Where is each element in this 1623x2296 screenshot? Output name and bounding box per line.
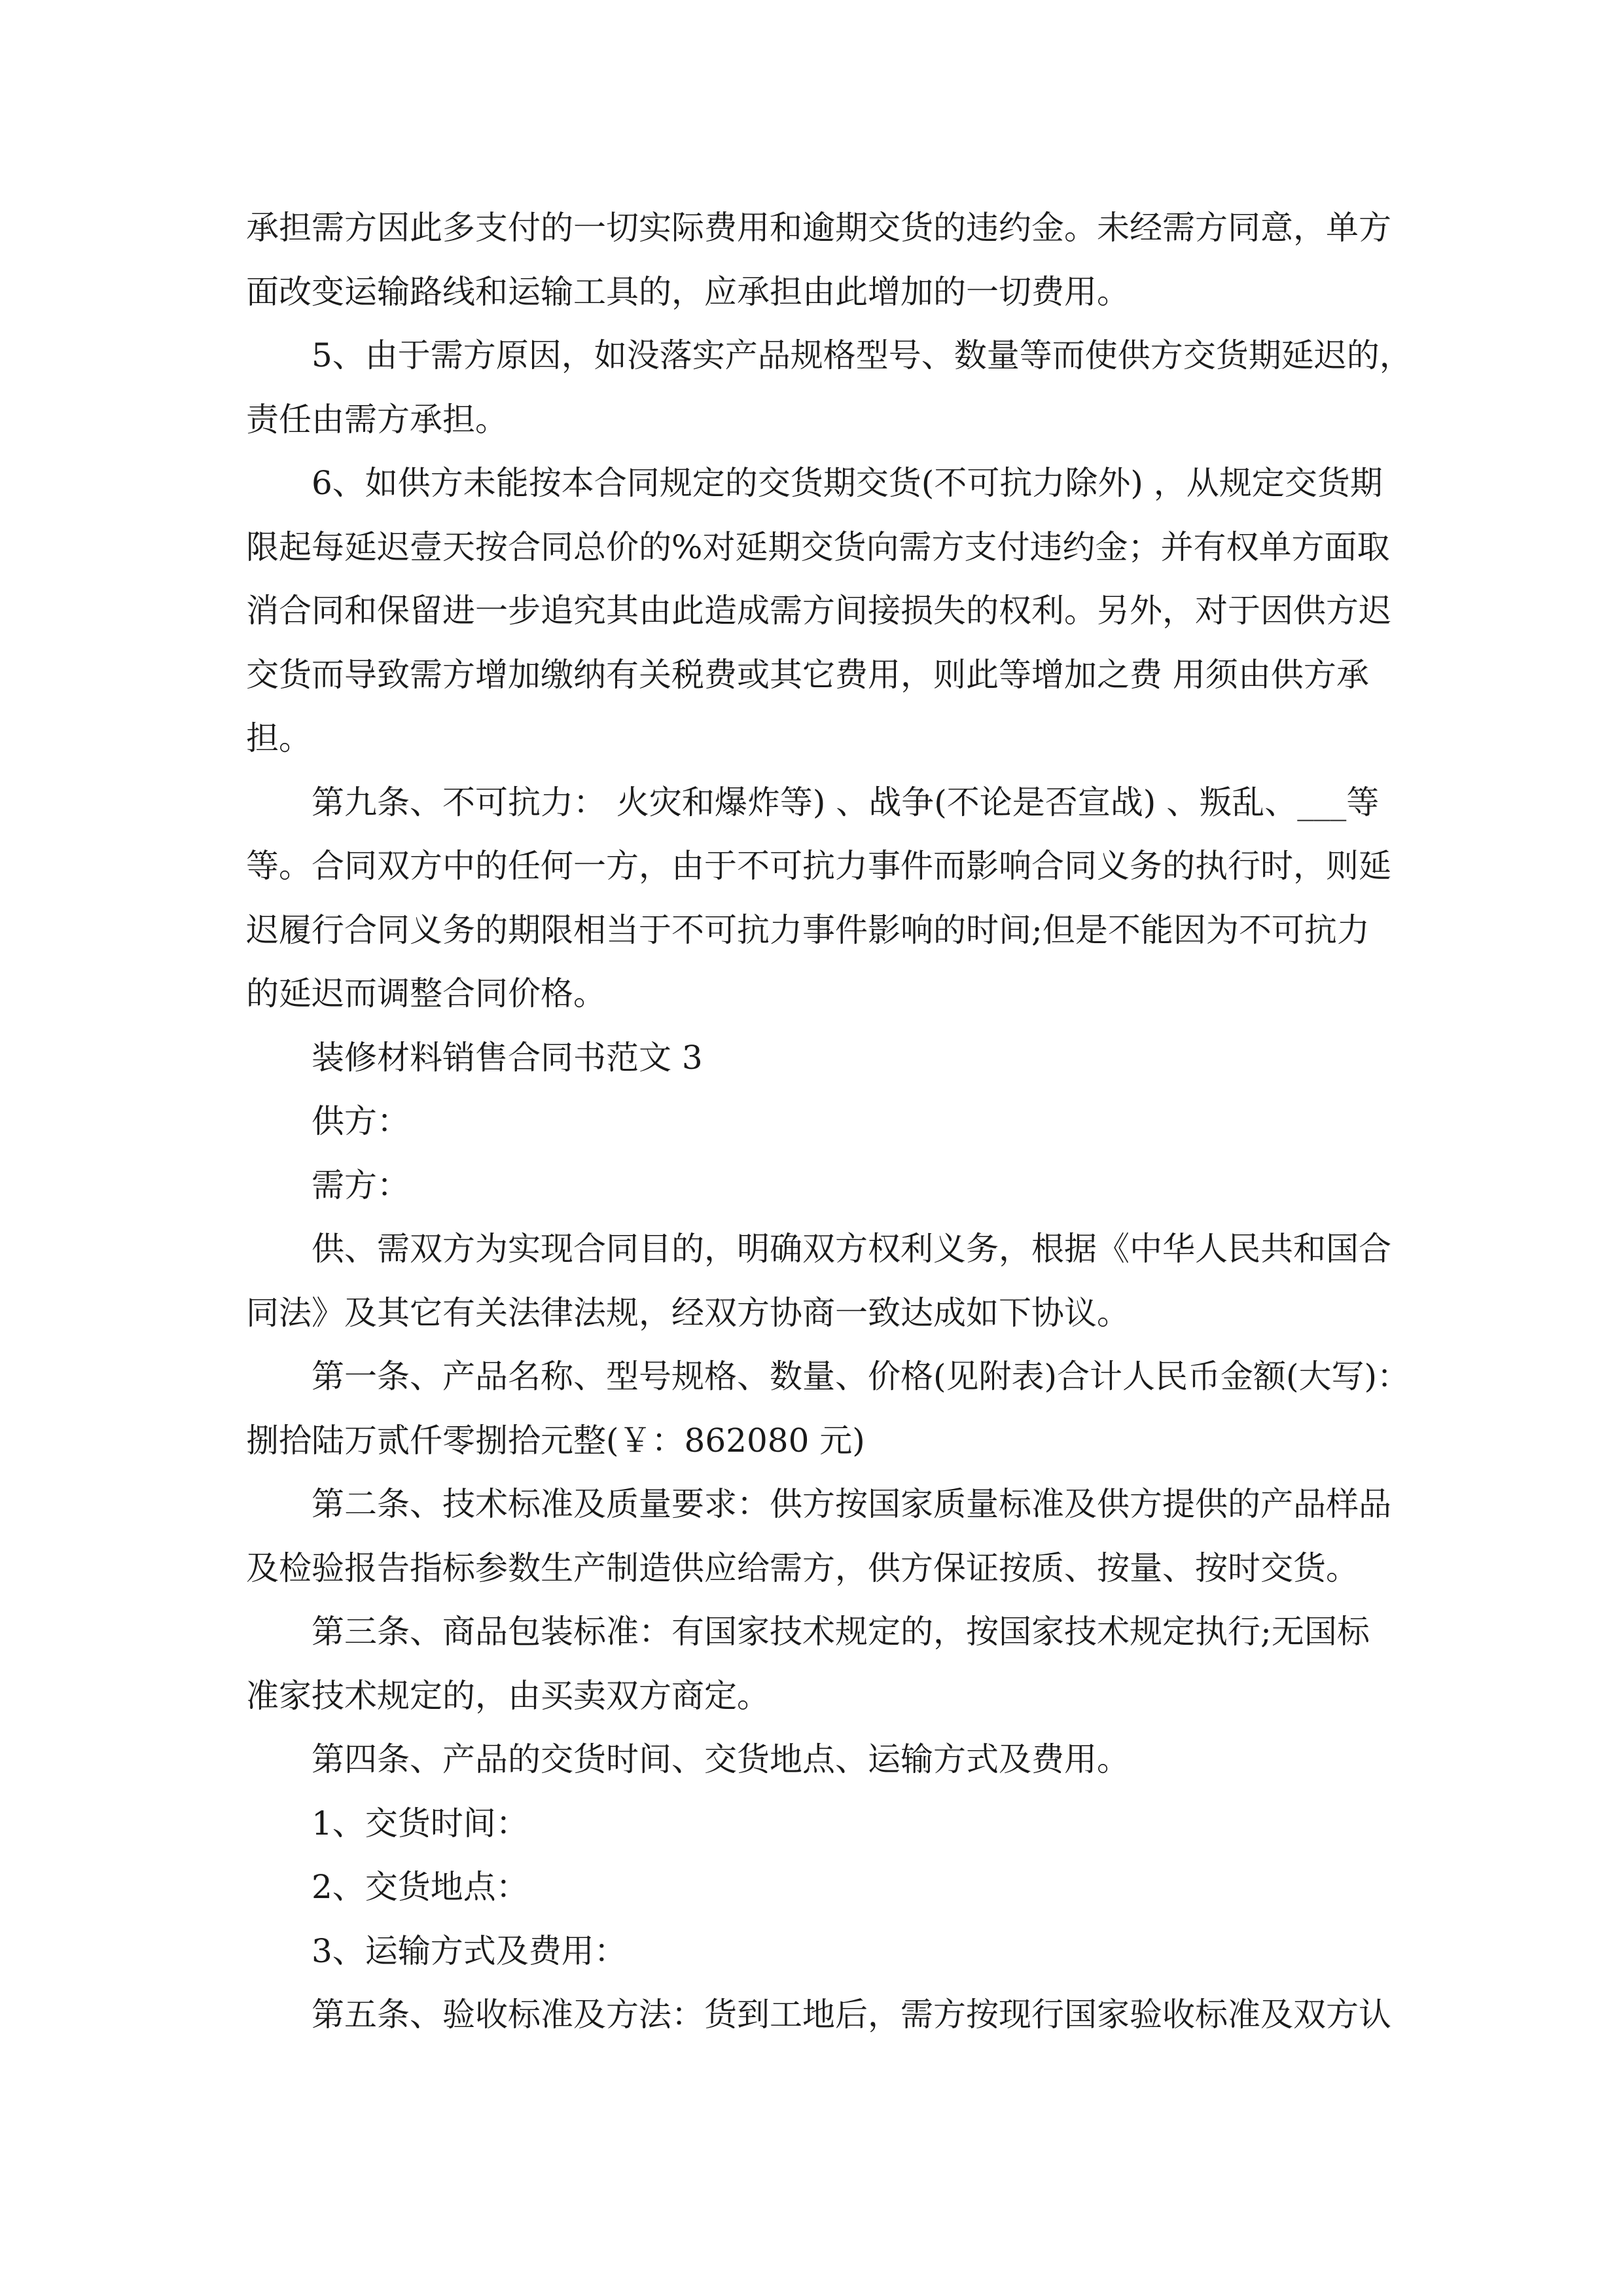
text-line-22: 及检验报告指标参数生产制造供应给需方，供方保证按质、按量、按时交货。: [246, 1549, 1359, 1587]
text-line-23: 第三条、商品包装标准：有国家技术规定的，按国家技术规定执行;无国标: [312, 1613, 1370, 1651]
text-line-3: 5、由于需方原因，如没落实产品规格型号、数量等而使供方交货期延迟的，: [312, 336, 1412, 374]
text-line-8: 交货而导致需方增加缴纳有关税费或其它费用，则此等增加之费 用须由供方承: [246, 655, 1369, 694]
text-line-6: 限起每延迟壹天按合同总价的%对延期交货向需方支付违约金；并有权单方面取: [246, 528, 1390, 566]
text-line-24: 准家技术规定的，由买卖双方商定。: [246, 1676, 770, 1715]
text-line-19: 第一条、产品名称、型号规格、数量、价格(见附表)合计人民币金额(大写)：: [312, 1357, 1410, 1395]
text-line-18: 同法》及其它有关法律法规，经双方协商一致达成如下协议。: [246, 1293, 1130, 1332]
text-line-7: 消合同和保留进一步追究其由此造成需方间接损失的权利。另外，对于因供方迟: [246, 592, 1391, 630]
text-line-12: 迟履行合同义务的期限相当于不可抗力事件影响的时间;但是不能因为不可抗力: [246, 910, 1370, 949]
transport-item: 3、运输方式及费用：: [312, 1931, 627, 1970]
text-line-13: 的延迟而调整合同价格。: [246, 975, 606, 1013]
text-line-21: 第二条、技术标准及质量要求：供方按国家质量标准及供方提供的产品样品: [312, 1485, 1391, 1523]
text-line-10: 第九条、不可抗力： 火灾和爆炸等) 、战争(不论是否宣战) 、叛乱、___等: [312, 783, 1380, 821]
text-line-25: 第四条、产品的交货时间、交货地点、运输方式及费用。: [312, 1740, 1130, 1778]
section-heading: 装修材料销售合同书范文 3: [312, 1038, 703, 1077]
delivery-time-item: 1、交货时间：: [312, 1804, 529, 1842]
buyer-label: 需方：: [312, 1166, 410, 1204]
document-body: [246, 196, 1412, 2047]
text-line-5: 6、如供方未能按本合同规定的交货期交货(不可抗力除外) ，从规定交货期: [312, 464, 1383, 502]
delivery-place-item: 2、交货地点：: [312, 1868, 529, 1906]
text-line-11: 等。合同双方中的任何一方，由于不可抗力事件而影响合同义务的执行时，则延: [246, 847, 1391, 885]
amount-line: 捌拾陆万贰仟零捌拾元整(￥：862080 元): [246, 1421, 865, 1460]
text-line-1: 承担需方因此多支付的一切实际费用和逾期交货的违约金。未经需方同意，单方: [246, 209, 1391, 247]
text-line-29: 第五条、验收标准及方法：货到工地后，需方按现行国家验收标准及双方认: [312, 1996, 1391, 2034]
text-line-4: 责任由需方承担。: [246, 400, 508, 439]
text-line-17: 供、需双方为实现合同目的，明确双方权利义务，根据《中华人民共和国合: [312, 1230, 1391, 1268]
text-line-9: 担。: [246, 719, 312, 757]
supplier-label: 供方：: [312, 1102, 410, 1140]
text-line-2: 面改变运输路线和运输工具的，应承担由此增加的一切费用。: [246, 272, 1130, 311]
